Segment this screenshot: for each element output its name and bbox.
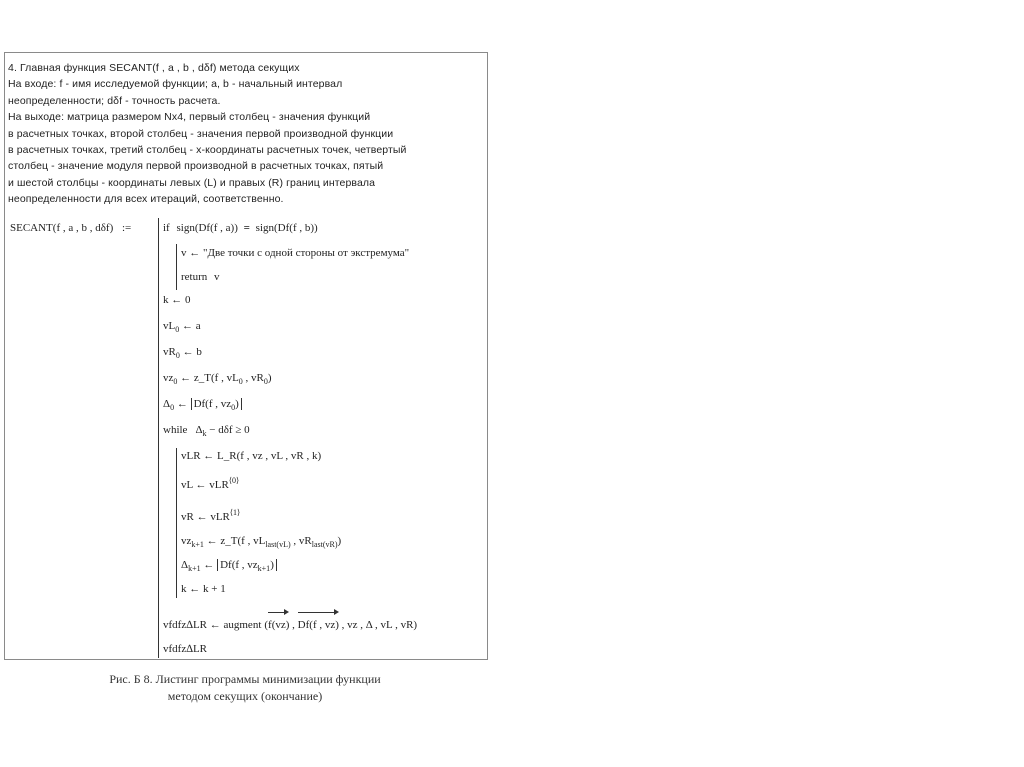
input-description-line: неопределенности; dδf - точность расчета. xyxy=(8,94,221,107)
function-signature: SECANT(f , a , b , dδf) xyxy=(10,222,114,234)
augment-assignment: vfdfz∆LR ← augment (f(vz) , Df(f , vz) , vz , Δ , vL , vR) xyxy=(163,619,418,631)
input-description-line: На входе: f - имя исследуемой функции; a, b - начальный интервал xyxy=(8,78,343,91)
function-definition xyxy=(10,222,131,234)
if-statement xyxy=(163,222,318,234)
output-description-line: в расчетных точках, второй столбец - значения первой производной функции xyxy=(8,127,394,140)
vr-column-1: vR ← vLR$^{⟨1⟩}$ xyxy=(181,508,241,523)
vlr-assignment: vLR ← L_R(f , vz , vL , vR , k) xyxy=(181,450,322,462)
while-keyword: while xyxy=(163,424,188,436)
vectorize-arrow: f(vz) xyxy=(268,619,290,631)
output-description-line: неопределенности для всех итераций, соответственно. xyxy=(8,193,284,206)
return-statement xyxy=(181,271,220,283)
figure-caption-line1: Рис. Б 8. Листинг программы минимизации функции xyxy=(109,672,381,686)
result-variable: vfdfz∆LR xyxy=(163,643,207,655)
program-body-bar xyxy=(158,218,159,658)
vz-next-assignment: $vz_{k+1}$ ← z_T(f , $vL_{last(vL)}$ , $vR_{last(vR)}$) xyxy=(181,535,342,549)
return-keyword: return xyxy=(181,271,208,283)
assign-operator: := xyxy=(122,222,132,234)
figure-caption-line2: методом секущих (окончание) xyxy=(167,689,323,703)
output-description-line: и шестой столбцы - координаты левых (L) и правых (R) границ интервала xyxy=(8,176,376,189)
k-increment: k ← k + 1 xyxy=(181,583,226,595)
while-body-bar xyxy=(176,448,177,598)
vectorize-arrow: Df(f , vz) xyxy=(297,619,339,631)
if-left-expression: sign(Df(f , a)) xyxy=(176,222,238,234)
while-statement: while $\Delta_k - d\delta f \ge 0$ xyxy=(163,424,250,438)
vl-column-0: vL ← vLR$^{⟨0⟩}$ xyxy=(181,476,240,491)
if-right-expression: sign(Df(f , b)) xyxy=(255,222,318,234)
return-variable: v xyxy=(214,271,220,283)
delta-initialization: $\Delta_0$ ← Df(f , $vz_0$) xyxy=(163,398,242,412)
description-heading: 4. Главная функция SECANT(f , a , b , dδf) метода секущих xyxy=(8,62,300,74)
delta-next-assignment: $\Delta_{k+1}$ ← Df(f , $vz_{k+1}$) xyxy=(181,559,277,573)
equality-operator: = xyxy=(243,222,250,234)
output-description-line: столбец - значение модуля первой производной в расчетных точках, пятый xyxy=(8,160,384,173)
vz-initialization: $vz_0$ ← z_T(f , $vL_0$ , $vR_0$) xyxy=(163,372,272,386)
if-keyword: if xyxy=(163,222,170,234)
output-description-line: На выходе: матрица размером Nx4, первый столбец - значения функций xyxy=(8,111,371,124)
function-description xyxy=(8,60,486,208)
v-assignment: v ← "Две точки с одной стороны от экстремума" xyxy=(181,247,410,259)
vr-initialization: $vR_0$ ← b xyxy=(163,346,202,360)
k-initialization: k ← 0 xyxy=(163,294,191,306)
vl-initialization: $vL_0$ ← a xyxy=(163,320,201,334)
output-description-line: в расчетных точках, третий столбец - x-координаты расчетных точек, четвертый xyxy=(8,144,407,157)
if-body-bar xyxy=(176,244,177,290)
